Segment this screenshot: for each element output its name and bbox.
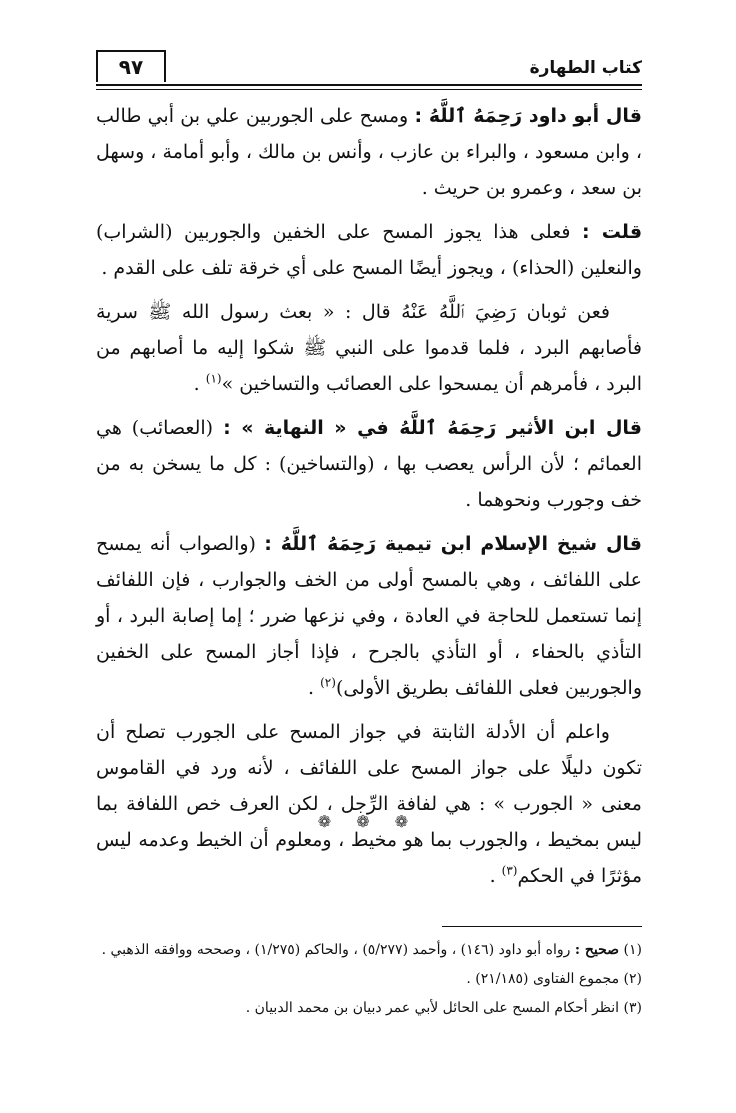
footnote-3 (96, 994, 642, 1023)
footnote-number: (١) (623, 942, 642, 958)
paragraph-lead: قال ابن الأثير رَحِمَهُ ٱللَّهُ في « النهاية » : (223, 417, 643, 439)
book-title: كتاب الطهارة (529, 58, 642, 78)
header-rule (96, 84, 642, 86)
paragraph-text: واعلم أن الأدلة الثابتة في جواز المسح على الجورب تصلح أن تكون دليلًا على جواز المسح على اللفائف ، لأنه ورد في القاموس معنى « الجورب » : هي لفافة الرِّجل ، لكن العرف خص اللفافة بما ليس بمخيط ، والجورب بما هو مخيط ، ومعلوم أن الخيط وعدمه ليس مؤثرًا في الحكم (96, 721, 642, 887)
paragraph-ibn-taymiyya (96, 526, 642, 706)
footnote-1 (96, 936, 642, 965)
paragraph-end: . (489, 865, 502, 887)
paragraph-text: فعلى هذا يجوز المسح على الخفين والجوربين (الشراب) والنعلين (الحذاء) ، ويجوز أيضًا المسح على أي خرقة تلف على القدم . (96, 221, 642, 279)
section-separator: ❁ ❁ ❁ (317, 812, 419, 831)
footnote-lead: صحيح : (574, 942, 620, 958)
footnote-ref: (٢) (320, 675, 336, 690)
paragraph-end: . (308, 677, 321, 699)
footnote-ref: (٣) (501, 863, 518, 878)
footnote-2 (96, 965, 642, 994)
footnote-text: مجموع الفتاوى (٢١/١٨٥) . (466, 971, 620, 987)
paragraph-text: (العصائب) هي العمائم ؛ لأن الرأس يعصب بها ، (والتساخين) : كل ما يسخن به من خف وجورب ونحوهما . (96, 417, 642, 511)
paragraph-abu-dawud (96, 98, 642, 206)
paragraph-text: فعن ثوبان رَضِيَ ٱللَّهُ عَنْهُ قال : « بعث رسول الله ﷺ سرية فأصابهم البرد ، فلما قدموا على النبي ﷺ شكوا إليه ما أصابهم من البرد ، فأمرهم أن يمسحوا على العصائب والتساخين » (96, 301, 642, 395)
paragraph-ibn-athir (96, 410, 642, 518)
paragraph-qultu (96, 214, 642, 286)
footnote-ref: (١) (205, 371, 222, 386)
footnote-number: (٣) (623, 1000, 642, 1016)
main-text (96, 98, 642, 902)
header-rule-thin (96, 89, 642, 90)
paragraph-text: (والصواب أنه يمسح على اللفائف ، وهي بالمسح أولى من الخف والجوارب ، فإن اللفائف إنما تستعمل للحاجة في العادة ، وفي نزعها ضرر ؛ إما إصابة البرد ، أو التأذي بالحفاء ، أو التأذي بالجرح ، فإذا أجاز المسح على الخفين والجوربين فعلى اللفائف بطريق الأولى) (96, 533, 642, 699)
footnote-text: انظر أحكام المسح على الحائل لأبي عمر دبيان بن محمد الدبيان . (245, 1000, 620, 1016)
paragraph-lead: قال أبو داود رَحِمَهُ ٱللَّهُ : (414, 105, 642, 127)
paragraph-conclusion (96, 714, 642, 894)
paragraph-end: . (193, 373, 206, 395)
footnotes (96, 936, 642, 1023)
page-number: ٩٧ (96, 50, 166, 82)
paragraph-text: ومسح على الجوربين علي بن أبي طالب ، وابن مسعود ، والبراء بن عازب ، وأنس بن مالك ، وأبو أمامة ، وسهل بن سعد ، وعمرو بن حريث . (96, 105, 642, 199)
footnote-number: (٢) (623, 971, 642, 987)
paragraph-lead: قلت : (581, 221, 643, 243)
footnote-rule (442, 926, 642, 927)
footnote-text: رواه أبو داود (١٤٦) ، وأحمد (٥/٢٧٧) ، والحاكم (١/٢٧٥) ، وصححه ووافقه الذهبي . (101, 942, 571, 958)
paragraph-thawban-hadith (96, 294, 642, 402)
paragraph-lead: قال شيخ الإسلام ابن تيمية رَحِمَهُ ٱللَّهُ : (264, 533, 643, 555)
page-header (96, 44, 642, 96)
